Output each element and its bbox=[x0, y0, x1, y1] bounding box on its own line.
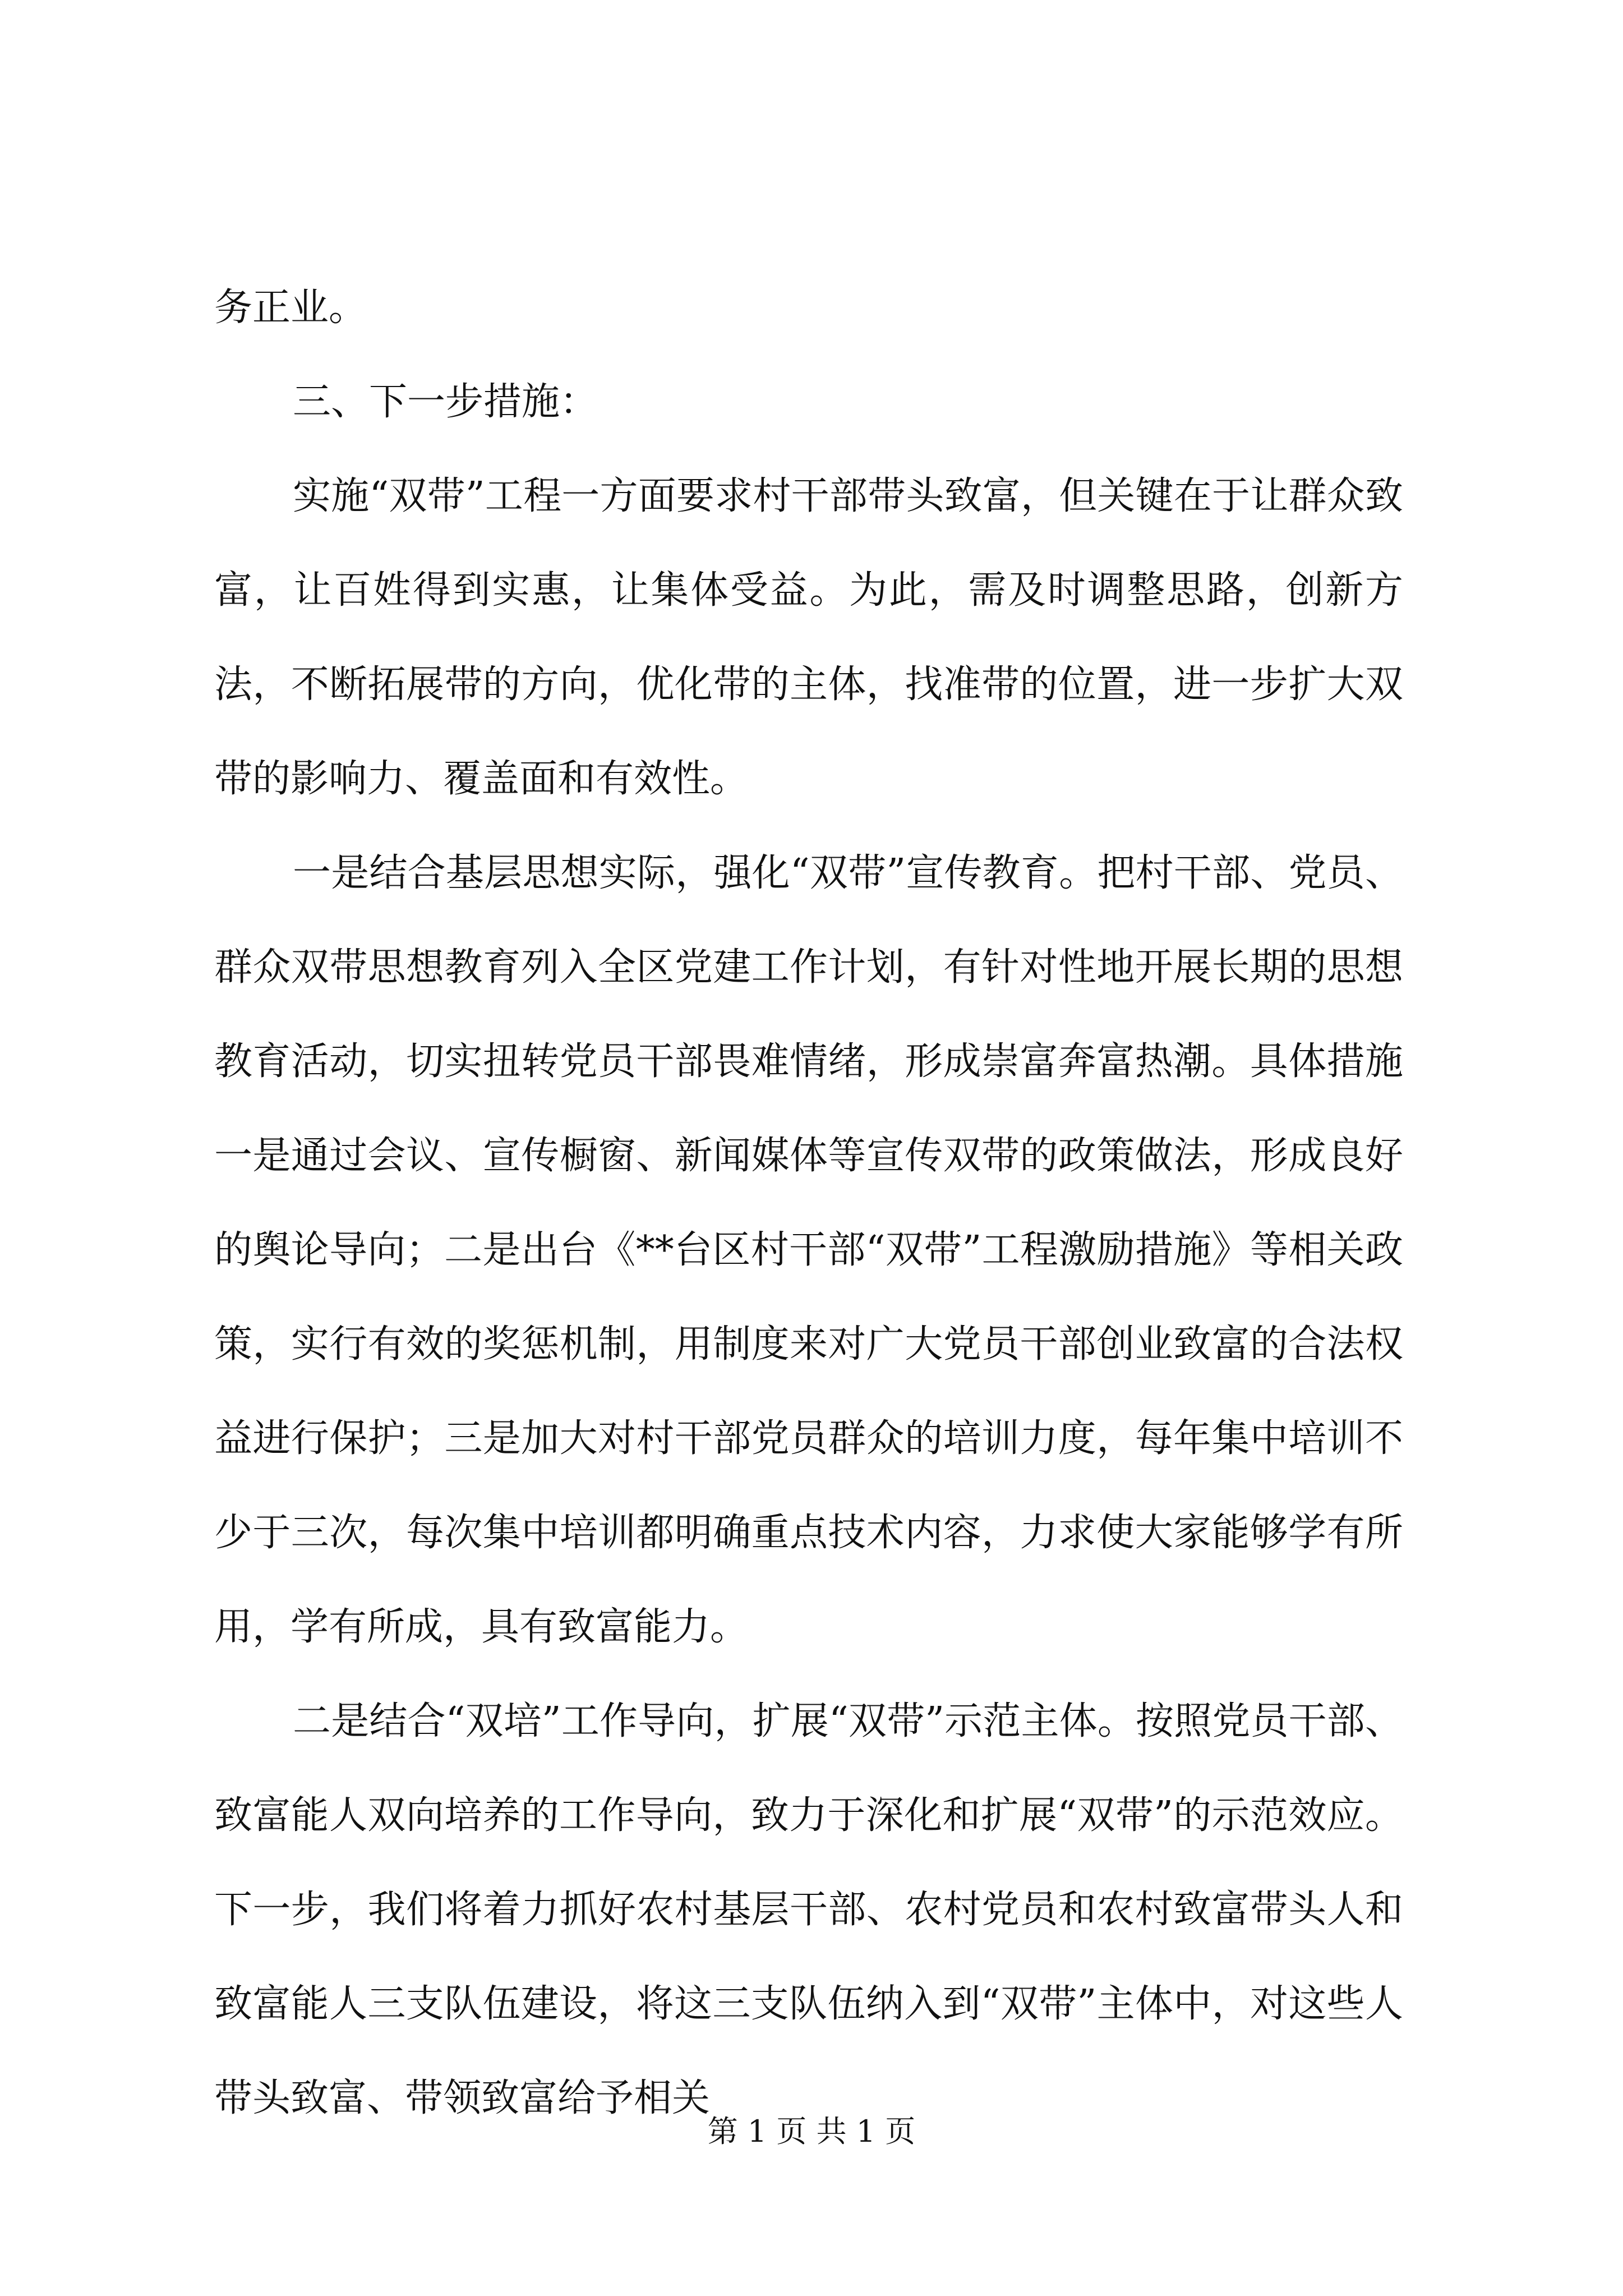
page-footer: 第 1 页 共 1 页 bbox=[707, 2114, 916, 2149]
paragraph-measure-two: 二是结合“双培”工作导向，扩展“双带”示范主体。按照党员干部、致富能人双向培养的工作导向，致力于深化和扩展“双带”的示范效应。下一步，我们将着力抓好农村基层干部、农村党员和农村致富带头人和致富能人三支队伍建设，将这三支队伍纳入到“双带”主体中，对这些人带头致富、带领致富给予相关 bbox=[214, 1699, 1403, 2120]
document-body bbox=[214, 261, 1403, 2146]
paragraph-intro: 实施“双带”工程一方面要求村干部带头致富，但关键在于让群众致富，让百姓得到实惠，让集体受益。为此，需及时调整思路，创新方法，不断拓展带的方向，优化带的主体，找准带的位置，进一步扩大双带的影响力、覆盖面和有效性。 bbox=[214, 474, 1403, 801]
paragraph-continuation: 务正业。 bbox=[214, 286, 367, 330]
paragraph-measure-one: 一是结合基层思想实际，强化“双带”宣传教育。把村干部、党员、群众双带思想教育列入全区党建工作计划，有针对性地开展长期的思想教育活动，切实扭转党员干部畏难情绪，形成崇富奔富热潮。具体措施一是通过会议、宣传橱窗、新闻媒体等宣传双带的政策做法，形成良好的舆论导向；二是出台《**台区村干部“双带”工程激励措施》等相关政策，实行有效的奖惩机制，用制度来对广大党员干部创业致富的合法权益进行保护；三是加大对村干部党员群众的培训力度，每年集中培训不少于三次，每次集中培训都明确重点技术内容，力求使大家能够学有所用，学有所成，具有致富能力。 bbox=[214, 851, 1403, 1649]
section-heading: 三、下一步措施： bbox=[293, 380, 598, 424]
